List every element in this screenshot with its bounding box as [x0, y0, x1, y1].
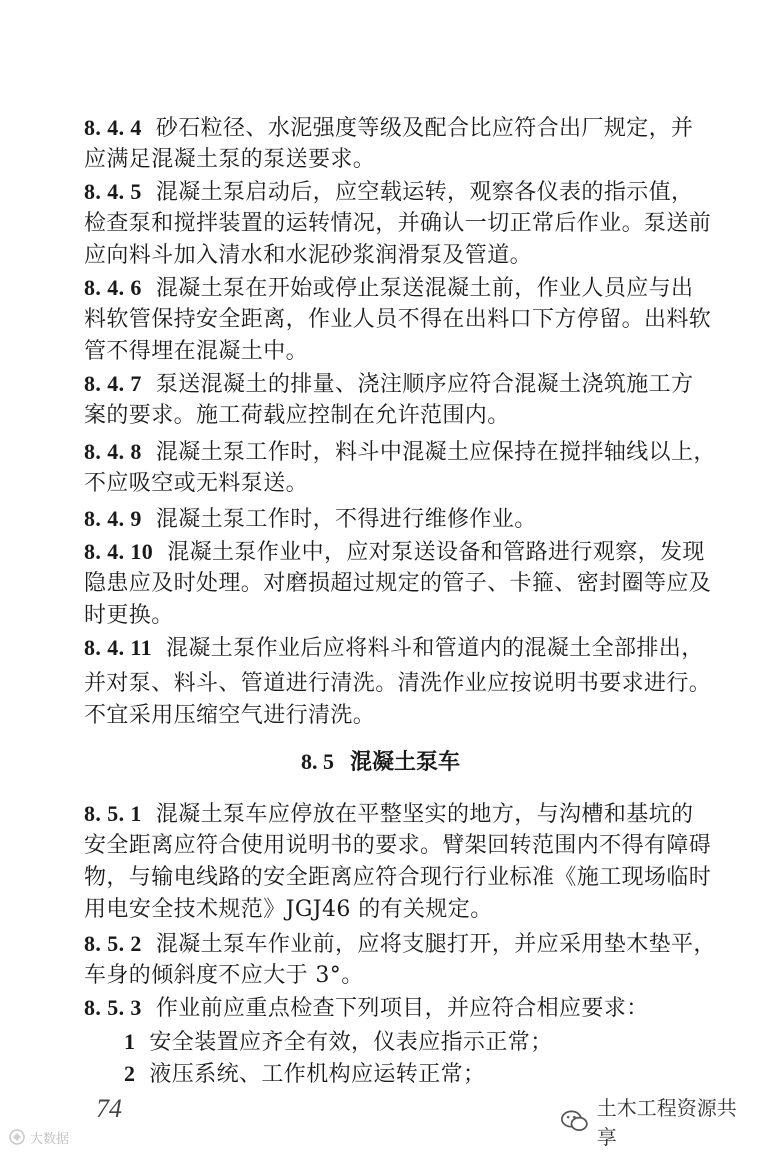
clause-text: 料软管保持安全距离，作业人员不得在出料口下方停留。出料软 [84, 307, 712, 332]
clause-8-5-1-line-3 [84, 862, 712, 894]
clause-text: 案的要求。施工荷载应控制在允许范围内。 [84, 403, 510, 428]
clause-8-4-9-line-1 [84, 503, 696, 536]
clause-text: 物，与输电线路的安全距离应符合现行行业标准《施工现场临时 [84, 865, 712, 890]
clause-number: 8. 5. 3 [84, 995, 142, 1020]
clause-8-4-4-line-1 [84, 112, 696, 145]
brand-name: 土木工程资源共享 [596, 1096, 737, 1149]
clause-text: 应向料斗加入清水和水泥砂浆润滑泵及管道。 [84, 243, 533, 268]
clause-8-4-6-line-3 [84, 336, 696, 368]
clause-8-4-6-line-1 [84, 272, 696, 305]
clause-8-4-10-line-2 [84, 568, 712, 600]
clause-text: 用电安全技术规范》JGJ46 的有关规定。 [84, 897, 493, 922]
watermark-text: 大数据 [30, 1131, 70, 1147]
section-number: 8. 5 [300, 749, 334, 774]
clause-text: 隐患应及时处理。对磨损超过规定的管子、卡箍、密封圈等应及 [84, 571, 712, 596]
list-item-number: 1 [124, 1029, 136, 1054]
clause-number: 8. 4. 11 [84, 635, 152, 660]
clause-text: 混凝土泵在开始或停止泵送混凝土前，作业人员应与出 [155, 276, 694, 301]
clause-number: 8. 4. 5 [84, 179, 142, 204]
clause-number: 8. 4. 9 [84, 506, 142, 531]
clause-number: 8. 5. 2 [84, 931, 142, 956]
clause-text: 安全距离应符合使用说明书的要求。臂架回转范围内不得有障碍 [84, 833, 712, 858]
wechat-icon [560, 1109, 589, 1133]
clause-8-4-7-line-1 [84, 368, 696, 401]
clause-8-5-1-line-4 [84, 894, 696, 926]
clause-8-4-5-line-1 [84, 176, 696, 209]
clause-8-4-5-line-2 [84, 208, 712, 240]
clause-number: 8. 4. 6 [84, 275, 142, 300]
watermark-logo-icon [8, 1128, 26, 1146]
section-heading [0, 746, 761, 778]
clause-text: 应满足混凝土泵的泵送要求。 [84, 147, 376, 172]
watermark [8, 1126, 104, 1148]
clause-text: 混凝土泵作业中，应对泵送设备和管路进行观察，发现 [167, 540, 705, 565]
clause-text: 砂石粒径、水泥强度等级及配合比应符合出厂规定，并 [155, 116, 694, 141]
section-title: 混凝土泵车 [349, 749, 460, 775]
list-item-text: 安全装置应齐全有效，仪表应指示正常； [149, 1030, 553, 1055]
clause-number: 8. 4. 7 [84, 371, 142, 396]
clause-text: 车身的倾斜度不应大于 3°。 [84, 963, 364, 988]
clause-text: 混凝土泵作业后应将料斗和管道内的混凝土全部排出， [166, 636, 704, 661]
clause-number: 8. 4. 8 [84, 439, 142, 464]
clause-text: 检查泵和搅拌装置的运转情况，并确认一切正常后作业。泵送前 [84, 211, 712, 236]
brand-badge [560, 1096, 750, 1149]
clause-8-5-2-line-1 [84, 928, 716, 961]
clause-8-5-1-line-2 [84, 830, 712, 862]
clause-text: 混凝土泵工作时，料斗中混凝土应保持在搅拌轴线以上， [155, 440, 716, 465]
clause-number: 8. 4. 4 [84, 115, 142, 140]
clause-8-5-3-line-1 [84, 992, 696, 1025]
clause-number: 8. 4. 10 [84, 539, 154, 564]
clause-8-4-8-line-1 [84, 436, 716, 469]
clause-8-4-7-line-2 [84, 400, 696, 432]
clause-text: 管不得埋在混凝土中。 [84, 339, 309, 364]
page-number: 74 [96, 1094, 122, 1123]
clause-8-5-1-line-1 [84, 798, 696, 831]
clause-text: 时更换。 [84, 603, 174, 628]
clause-8-4-11-line-3 [84, 700, 696, 732]
clause-text: 作业前应重点检查下列项目，并应符合相应要求： [155, 996, 649, 1021]
clause-8-4-6-line-2 [84, 304, 712, 336]
list-item-2 [124, 1058, 684, 1091]
list-item-text: 液压系统、工作机构应运转正常； [149, 1062, 486, 1087]
clause-number: 8. 5. 1 [84, 801, 142, 826]
clause-text: 混凝土泵车作业前，应将支腿打开，并应采用垫木垫平， [155, 932, 716, 957]
clause-text: 泵送混凝土的排量、浇注顺序应符合混凝土浇筑施工方 [155, 372, 694, 397]
clause-text: 混凝土泵车应停放在平整坚实的地方，与沟槽和基坑的 [155, 802, 694, 827]
clause-text: 混凝土泵启动后，应空载运转，观察各仪表的指示值， [155, 180, 694, 205]
clause-8-4-4-line-2 [84, 144, 696, 176]
clause-8-5-2-line-2 [84, 960, 696, 992]
clause-text: 不应吸空或无料泵送。 [84, 471, 309, 496]
clause-8-4-10-line-1 [84, 536, 705, 569]
list-item-1 [124, 1026, 684, 1059]
clause-8-4-8-line-2 [84, 468, 696, 500]
clause-text: 混凝土泵工作时，不得进行维修作业。 [155, 507, 537, 532]
clause-8-4-11-line-2 [84, 668, 712, 700]
clause-8-4-10-line-3 [84, 600, 696, 632]
list-item-number: 2 [124, 1061, 136, 1086]
clause-text: 不宜采用压缩空气进行清洗。 [84, 703, 376, 728]
clause-text: 并对泵、料斗、管道进行清洗。清洗作业应按说明书要求进行。 [84, 671, 712, 696]
clause-8-4-5-line-3 [84, 240, 696, 272]
clause-8-4-11-line-1 [84, 632, 704, 665]
